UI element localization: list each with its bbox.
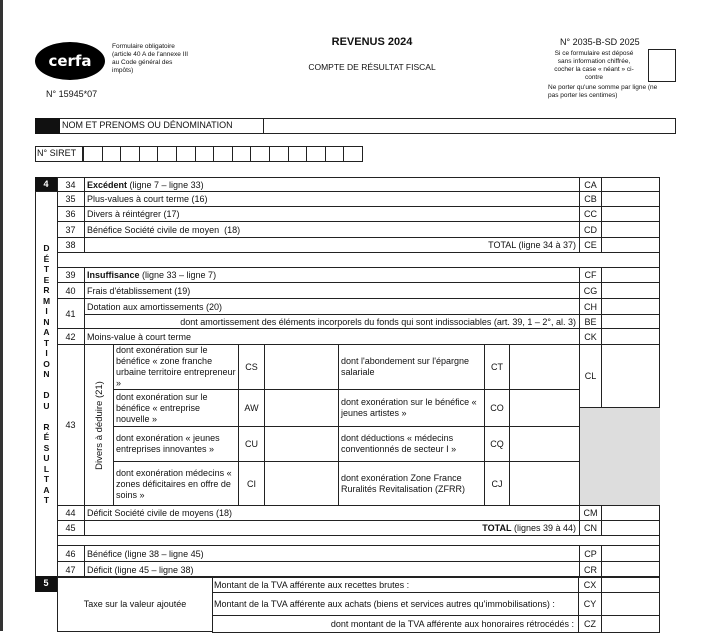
neant-note: Si ce formulaire est déposé sans information chiffrée, cocher la case « néant » ci-contre bbox=[554, 50, 634, 81]
vertical-letter: M bbox=[42, 295, 51, 306]
line-label-text: Divers à réintégrer (17) bbox=[87, 209, 180, 219]
page-subtitle: COMPTE DE RÉSULTAT FISCAL bbox=[308, 62, 436, 72]
line-number: 47 bbox=[65, 564, 76, 575]
line-code: CK bbox=[579, 329, 601, 344]
line-label-text: Plus-values à court terme (16) bbox=[87, 194, 208, 204]
line-code: CD bbox=[579, 222, 601, 237]
tva-line-label: Montant de la TVA afférente aux achats (biens et services autres qu'immobilisations) : bbox=[214, 599, 555, 609]
tva-line-code: CX bbox=[578, 577, 601, 592]
tva-line-code: CZ bbox=[578, 616, 601, 632]
tva-row-CX bbox=[212, 576, 660, 593]
detail-amount-input[interactable] bbox=[509, 461, 579, 506]
line-label: Dotation aux amortissements (20) bbox=[84, 299, 579, 314]
detail-label: dont exonération Zone France Ruralités Revitalisation (ZFRR) bbox=[338, 461, 484, 506]
line-label-text: (ligne 7 – ligne 33) bbox=[127, 179, 204, 190]
detail-amount-input[interactable] bbox=[509, 345, 579, 389]
line-number: 39 bbox=[65, 270, 76, 280]
siret-digit-input[interactable] bbox=[176, 146, 196, 162]
line-label-text: Moins-value à court terme bbox=[87, 331, 192, 342]
line-label-text: (ligne 33 – ligne 7) bbox=[139, 270, 217, 280]
window-edge bbox=[0, 0, 3, 631]
tva-line-code: CY bbox=[578, 593, 601, 615]
vertical-letter: L bbox=[43, 463, 50, 474]
line-label-bold: Insuffisance bbox=[87, 270, 140, 280]
line-code: CH bbox=[579, 299, 601, 314]
line-number: 44 bbox=[65, 508, 76, 518]
neant-checkbox[interactable] bbox=[648, 49, 676, 82]
form-row-42 bbox=[57, 328, 660, 345]
detail-label: dont exonération sur le bénéfice « entreprise nouvelle » bbox=[113, 389, 238, 426]
line-code: CP bbox=[579, 546, 601, 561]
detail-amount-input[interactable] bbox=[264, 345, 338, 389]
vertical-letter: S bbox=[43, 442, 50, 453]
amount-input[interactable] bbox=[601, 546, 660, 561]
line-number: 34 bbox=[65, 179, 76, 190]
divers-text: Divers à déduire (21) bbox=[93, 380, 105, 470]
form-row-43 bbox=[57, 344, 660, 506]
line-label bbox=[84, 546, 579, 561]
vertical-letter: R bbox=[43, 421, 50, 432]
page-title: REVENUS 2024 bbox=[331, 36, 413, 48]
amount-input[interactable] bbox=[601, 345, 660, 407]
sub-line-code: BE bbox=[579, 314, 601, 328]
line-label-text: Bénéfice (ligne 38 – ligne 45) bbox=[87, 548, 204, 559]
detail-amount-input[interactable] bbox=[264, 461, 338, 506]
siret-digit-input[interactable] bbox=[325, 146, 345, 162]
vertical-letter: A bbox=[43, 327, 50, 337]
amount-input[interactable] bbox=[601, 562, 660, 577]
line-code: CR bbox=[579, 562, 601, 577]
detail-amount-input[interactable] bbox=[509, 426, 579, 461]
line-code: CN bbox=[579, 521, 601, 535]
form-row-34 bbox=[57, 177, 660, 192]
line-label-text: Frais d'établissement (19) bbox=[87, 285, 191, 296]
siret-digit-input[interactable] bbox=[232, 146, 252, 162]
form-row-41 bbox=[57, 298, 660, 329]
shaded-area bbox=[579, 407, 660, 505]
vertical-letter: T bbox=[43, 474, 50, 484]
line-label-bold: TOTAL bbox=[482, 523, 512, 533]
vertical-letter: T bbox=[43, 495, 50, 505]
detail-code: AW bbox=[238, 389, 264, 426]
tva-line-label: dont montant de la TVA afférente aux honoraires rétrocédés : bbox=[330, 619, 574, 629]
siret-digit-input[interactable] bbox=[250, 146, 270, 162]
divers-label bbox=[84, 345, 113, 505]
siret-digit-input[interactable] bbox=[195, 146, 215, 162]
line-label bbox=[84, 222, 579, 237]
detail-amount-input[interactable] bbox=[264, 389, 338, 426]
detail-code: CO bbox=[484, 389, 509, 426]
siret-digit-input[interactable] bbox=[120, 146, 140, 162]
siret-label: N° SIRET bbox=[37, 148, 77, 158]
form-row-46 bbox=[57, 545, 660, 562]
form-code: N° 2035-B-SD 2025 bbox=[560, 37, 640, 47]
vertical-letter bbox=[35, 411, 58, 422]
line-code: CL bbox=[579, 345, 601, 407]
line-code: CM bbox=[579, 506, 601, 520]
siret-digit-input[interactable] bbox=[269, 146, 289, 162]
detail-amount-input[interactable] bbox=[509, 389, 579, 426]
detail-label: dont déductions « médecins conventionnés de secteur I » bbox=[338, 426, 484, 461]
detail-label: dont l'abondement sur l'épargne salariale bbox=[338, 345, 484, 389]
vertical-letter: U bbox=[43, 400, 50, 411]
amount-input[interactable] bbox=[601, 207, 660, 221]
name-input[interactable] bbox=[263, 118, 676, 134]
amount-input[interactable] bbox=[601, 329, 660, 344]
form-row-36 bbox=[57, 206, 660, 222]
detail-code: CJ bbox=[484, 461, 509, 506]
line-code: CB bbox=[579, 192, 601, 206]
amount-input[interactable] bbox=[601, 521, 660, 535]
vertical-letter: É bbox=[43, 432, 50, 442]
line-number: 46 bbox=[65, 548, 76, 559]
detail-code: CU bbox=[238, 426, 264, 461]
amount-input[interactable] bbox=[601, 299, 660, 314]
amount-note: Ne porter qu'une somme par ligne (ne pas porter les centimes) bbox=[548, 84, 658, 99]
amount-input[interactable] bbox=[601, 283, 660, 298]
form-number: N° 15945*07 bbox=[46, 89, 98, 99]
detail-label: dont exonération « jeunes entreprises innovantes » bbox=[113, 426, 238, 461]
line-label-bold: Excédent bbox=[87, 179, 128, 190]
section-4-number: 4 bbox=[35, 177, 57, 192]
spacer-row bbox=[57, 252, 660, 267]
siret-digit-input[interactable] bbox=[213, 146, 233, 162]
line-label-text: Bénéfice Société civile de moyen (18) bbox=[87, 224, 241, 235]
line-number: 40 bbox=[65, 285, 76, 296]
tva-amount-input[interactable] bbox=[601, 577, 660, 592]
amount-input[interactable] bbox=[601, 268, 660, 282]
siret-digit-input[interactable] bbox=[157, 146, 177, 162]
amount-input[interactable] bbox=[601, 192, 660, 206]
line-number: 41 bbox=[65, 308, 76, 319]
line-label bbox=[84, 283, 579, 298]
line-label bbox=[84, 268, 579, 282]
line-label-text: (lignes 39 à 44) bbox=[511, 523, 576, 533]
vertical-letter: D bbox=[43, 243, 50, 253]
amount-input[interactable] bbox=[601, 314, 660, 328]
vertical-letter: O bbox=[43, 358, 50, 369]
vertical-letter: I bbox=[45, 306, 48, 316]
line-code: CC bbox=[579, 207, 601, 221]
line-label bbox=[84, 238, 579, 252]
line-number: 35 bbox=[65, 194, 76, 204]
line-code: CA bbox=[579, 178, 601, 191]
tva-label-box bbox=[57, 576, 213, 632]
line-label bbox=[84, 192, 579, 206]
vertical-letter bbox=[35, 380, 58, 391]
line-label-text: Déficit (ligne 45 – ligne 38) bbox=[87, 564, 194, 575]
detail-label: dont exonération médecins « zones déficitaires en offre de soins » bbox=[113, 461, 238, 506]
line-label-text: Déficit Société civile de moyens (18) bbox=[87, 508, 233, 518]
siret-digit-input[interactable] bbox=[102, 146, 122, 162]
siret-digit-input[interactable] bbox=[343, 146, 363, 162]
name-label: NOM ET PRENOMS OU DÉNOMINATION bbox=[62, 120, 233, 130]
vertical-letter: R bbox=[43, 285, 50, 295]
tva-label: Taxe sur la valeur ajoutée bbox=[83, 599, 187, 609]
legal-note: Formulaire obligatoire (article 40 A de l'annexe III au Code général des impôts) bbox=[112, 43, 189, 74]
vertical-letter: D bbox=[43, 390, 50, 400]
line-number: 42 bbox=[65, 331, 76, 342]
detail-label: dont exonération sur le bénéfice « zone franche urbaine territoire entrepreneur » bbox=[113, 345, 238, 389]
line-label bbox=[84, 506, 579, 520]
tva-line-label: Montant de la TVA afférente aux recettes brutes : bbox=[214, 579, 410, 590]
form-row-38 bbox=[57, 237, 660, 253]
form-row-35 bbox=[57, 191, 660, 207]
siret-digit-input[interactable] bbox=[288, 146, 308, 162]
form-row-44 bbox=[57, 505, 660, 521]
tva-row-CY bbox=[212, 592, 660, 616]
line-label bbox=[84, 329, 579, 344]
tva-amount-input[interactable] bbox=[601, 593, 660, 615]
vertical-letter: E bbox=[43, 274, 50, 285]
vertical-letter: N bbox=[43, 316, 50, 327]
line-number: 43 bbox=[65, 420, 76, 430]
vertical-letter: T bbox=[43, 264, 50, 274]
line-number: 37 bbox=[65, 224, 76, 235]
sub-line-label: dont amortissement des éléments incorporels du fonds qui sont indissociables (art. 39, 1 – 2°, al. 3) bbox=[84, 314, 579, 328]
line-label-text: TOTAL (ligne 34 à 37) bbox=[488, 240, 576, 250]
line-label bbox=[84, 562, 579, 577]
line-code: CE bbox=[579, 238, 601, 252]
determination-label bbox=[35, 243, 58, 506]
cerfa-logo: cerfa bbox=[35, 42, 105, 80]
detail-code: CQ bbox=[484, 426, 509, 461]
detail-code: CT bbox=[484, 345, 509, 389]
line-code: CG bbox=[579, 283, 601, 298]
siret-digit-input[interactable] bbox=[306, 146, 326, 162]
amount-input[interactable] bbox=[601, 506, 660, 520]
vertical-letter: A bbox=[43, 484, 50, 495]
line-label bbox=[84, 178, 579, 191]
form-row-40 bbox=[57, 282, 660, 299]
spacer-row bbox=[57, 535, 660, 545]
detail-code: CI bbox=[238, 461, 264, 506]
line-number: 36 bbox=[65, 209, 76, 219]
vertical-letter: I bbox=[45, 348, 48, 358]
detail-amount-input[interactable] bbox=[264, 426, 338, 461]
tva-amount-input[interactable] bbox=[601, 616, 660, 632]
siret-digit-input[interactable] bbox=[139, 146, 159, 162]
section-5-number: 5 bbox=[35, 576, 57, 592]
vertical-letter: U bbox=[43, 453, 50, 463]
line-code: CF bbox=[579, 268, 601, 282]
amount-input[interactable] bbox=[601, 238, 660, 252]
amount-input[interactable] bbox=[601, 178, 660, 191]
vertical-letter: T bbox=[43, 337, 50, 348]
vertical-letter: É bbox=[43, 253, 50, 264]
line-label bbox=[84, 521, 579, 535]
form-row-45 bbox=[57, 520, 660, 536]
line-label bbox=[84, 207, 579, 221]
name-marker bbox=[35, 118, 60, 134]
tva-row-CZ bbox=[212, 615, 660, 633]
siret-digit-input[interactable] bbox=[83, 146, 103, 162]
form-row-37 bbox=[57, 221, 660, 238]
amount-input[interactable] bbox=[601, 222, 660, 237]
line-number: 45 bbox=[65, 523, 76, 533]
vertical-letter: N bbox=[43, 369, 50, 379]
detail-code: CS bbox=[238, 345, 264, 389]
detail-label: dont exonération sur le bénéfice « jeunes artistes » bbox=[338, 389, 484, 426]
line-number: 38 bbox=[65, 240, 76, 250]
form-row-39 bbox=[57, 267, 660, 283]
